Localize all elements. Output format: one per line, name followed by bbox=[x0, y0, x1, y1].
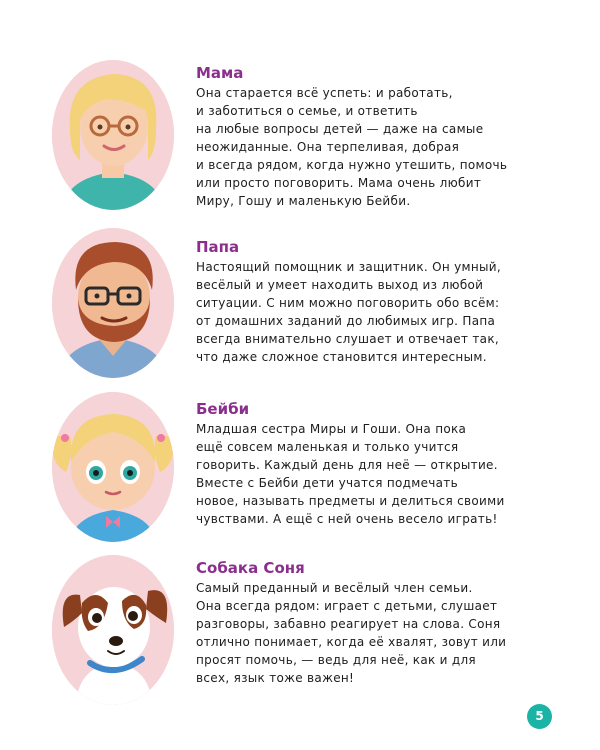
character-name: Бейби bbox=[196, 400, 250, 418]
dog-sonya-portrait bbox=[52, 555, 174, 705]
description-line: на любые вопросы детей — даже на самые bbox=[196, 122, 484, 136]
description-line: чувствами. А ещё с ней очень весело играть! bbox=[196, 512, 498, 526]
description-line: что даже сложное становится интересным. bbox=[196, 350, 487, 364]
mama-illustration-icon bbox=[52, 60, 174, 210]
character-description bbox=[196, 258, 532, 366]
mama-portrait bbox=[52, 60, 174, 210]
description-line: Самый преданный и весёлый член семьи. bbox=[196, 581, 473, 595]
description-line: Настоящий помощник и защитник. Он умный, bbox=[196, 260, 501, 274]
character-description bbox=[196, 420, 532, 528]
character-description bbox=[196, 579, 532, 687]
description-line: и заботиться о семье, и ответить bbox=[196, 104, 418, 118]
description-line: ситуации. С ним можно поговорить обо всём: bbox=[196, 296, 500, 310]
character-entry-mama bbox=[0, 60, 600, 230]
baby-portrait bbox=[52, 392, 174, 542]
description-line: Она всегда рядом: играет с детьми, слушает bbox=[196, 599, 498, 613]
description-line: неожиданные. Она терпеливая, добрая bbox=[196, 140, 460, 154]
description-line: Она старается всё успеть: и работать, bbox=[196, 86, 453, 100]
description-line: всегда внимательно слушает и отвечает так, bbox=[196, 332, 499, 346]
description-line: весёлый и умеет находить выход из любой bbox=[196, 278, 484, 292]
baby-illustration-icon bbox=[52, 392, 174, 542]
page-number-badge: 5 bbox=[527, 704, 552, 729]
description-line: или просто поговорить. Мама очень любит bbox=[196, 176, 482, 190]
dog-illustration-icon bbox=[52, 555, 174, 705]
character-entry-papa bbox=[0, 228, 600, 398]
description-line: новое, называть предметы и делиться своими bbox=[196, 494, 505, 508]
description-line: и всегда рядом, когда нужно утешить, помочь bbox=[196, 158, 508, 172]
description-line: просят помочь, — ведь для неё, как и для bbox=[196, 653, 476, 667]
description-line: Младшая сестра Миры и Гоши. Она пока bbox=[196, 422, 467, 436]
description-line: Вместе с Бейби дети учатся подмечать bbox=[196, 476, 458, 490]
character-entry-baby bbox=[0, 392, 600, 562]
description-line: Миру, Гошу и маленькую Бейби. bbox=[196, 194, 411, 208]
character-description bbox=[196, 84, 532, 210]
description-line: ещё совсем маленькая и только учится bbox=[196, 440, 459, 454]
description-line: отлично понимает, когда её хвалят, зовут или bbox=[196, 635, 507, 649]
character-name: Мама bbox=[196, 64, 244, 82]
description-line: от домашних заданий до любимых игр. Папа bbox=[196, 314, 496, 328]
papa-portrait bbox=[52, 228, 174, 378]
description-line: говорить. Каждый день для неё — открытие. bbox=[196, 458, 498, 472]
character-name: Папа bbox=[196, 238, 240, 256]
character-entry-dog-sonya bbox=[0, 555, 600, 725]
character-name: Собака Соня bbox=[196, 559, 305, 577]
description-line: всех, язык тоже важен! bbox=[196, 671, 355, 685]
papa-illustration-icon bbox=[52, 228, 174, 378]
description-line: разговоры, забавно реагирует на слова. Соня bbox=[196, 617, 501, 631]
